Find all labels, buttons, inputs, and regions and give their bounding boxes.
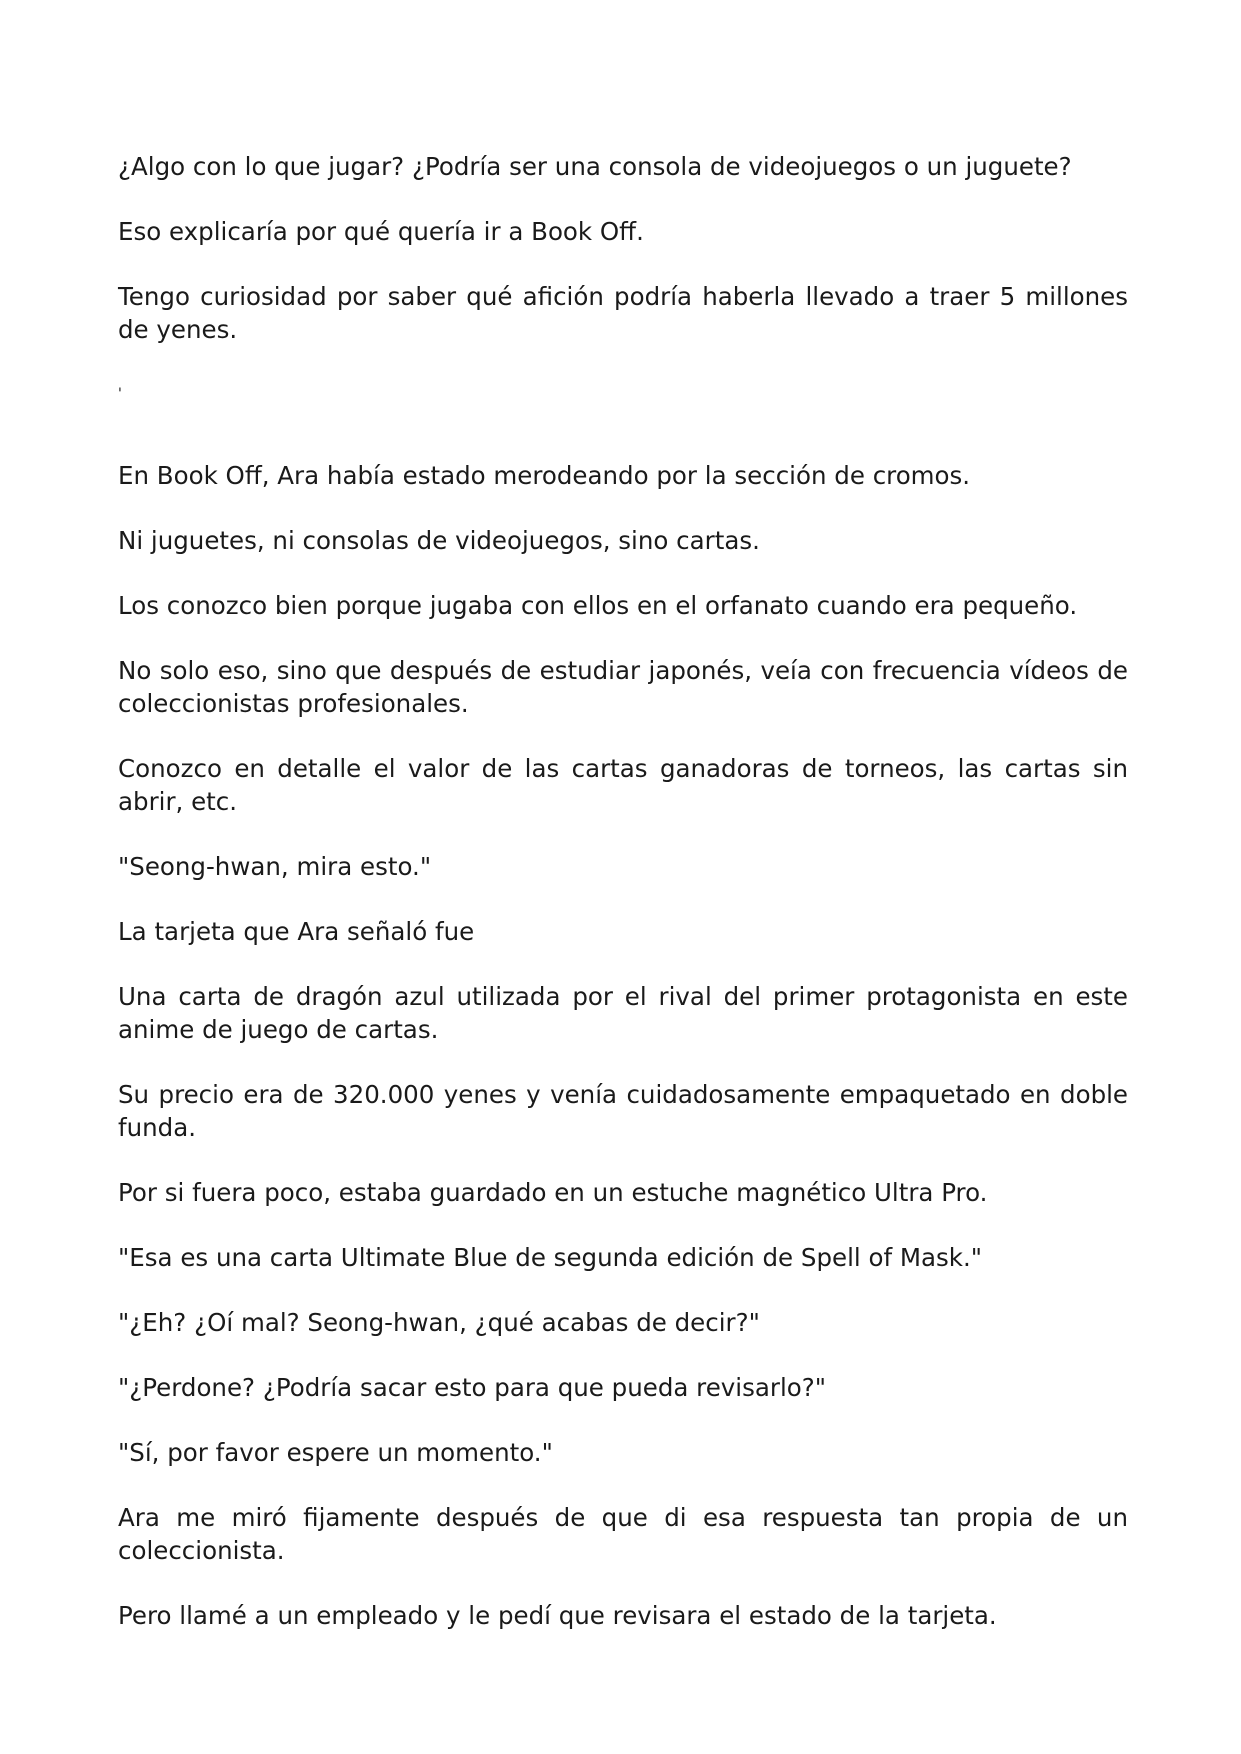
paragraph: Una carta de dragón azul utilizada por el rival del primer protagonista en este anime de juego de cartas.	[118, 982, 1128, 1044]
paragraph: ¿Algo con lo que jugar? ¿Podría ser una consola de videojuegos o un juguete?	[118, 152, 1072, 181]
paragraph: Tengo curiosidad por saber qué afición podría haberla llevado a traer 5 millones de yenes.	[118, 282, 1128, 344]
stray-mark: '	[118, 386, 122, 402]
paragraph: "Seong-hwan, mira esto."	[118, 852, 432, 881]
paragraph: Eso explicaría por qué quería ir a Book Off.	[118, 217, 644, 246]
paragraph: Por si fuera poco, estaba guardado en un estuche magnético Ultra Pro.	[118, 1178, 988, 1207]
paragraph: "Esa es una carta Ultimate Blue de segunda edición de Spell of Mask."	[118, 1243, 983, 1272]
paragraph: Su precio era de 320.000 yenes y venía cuidadosamente empaquetado en doble funda.	[118, 1080, 1128, 1142]
paragraph: Pero llamé a un empleado y le pedí que revisara el estado de la tarjeta.	[118, 1601, 997, 1630]
paragraph: "¿Eh? ¿Oí mal? Seong-hwan, ¿qué acabas de decir?"	[118, 1308, 760, 1337]
paragraph: Los conozco bien porque jugaba con ellos en el orfanato cuando era pequeño.	[118, 591, 1078, 620]
paragraph: Ni juguetes, ni consolas de videojuegos, sino cartas.	[118, 526, 760, 555]
document-body	[118, 150, 1128, 1664]
paragraph: "Sí, por favor espere un momento."	[118, 1438, 553, 1467]
paragraph: Conozco en detalle el valor de las cartas ganadoras de torneos, las cartas sin abrir, etc.	[118, 754, 1128, 816]
paragraph: En Book Off, Ara había estado merodeando por la sección de cromos.	[118, 461, 971, 490]
paragraph: "¿Perdone? ¿Podría sacar esto para que pueda revisarlo?"	[118, 1373, 827, 1402]
paragraph: Ara me miró fijamente después de que di esa respuesta tan propia de un coleccionista.	[118, 1503, 1128, 1565]
paragraph: No solo eso, sino que después de estudiar japonés, veía con frecuencia vídeos de coleccionistas profesionales.	[118, 656, 1128, 718]
paragraph: La tarjeta que Ara señaló fue	[118, 917, 475, 946]
